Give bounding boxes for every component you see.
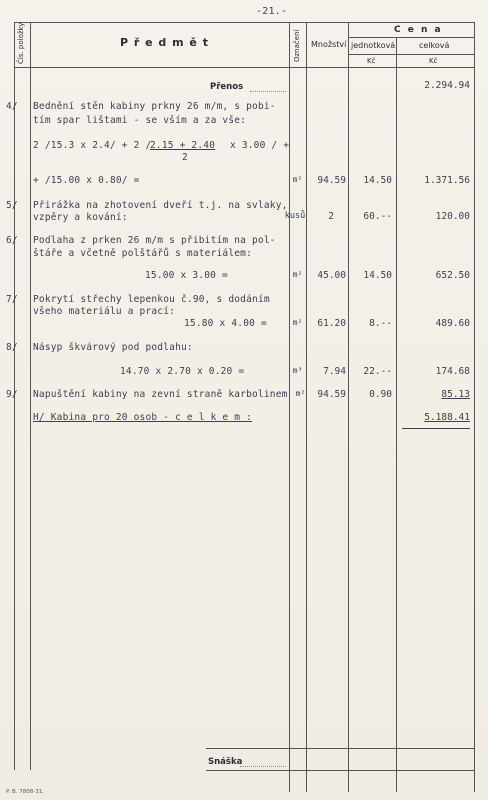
item-text-line: Napuštění kabiny na zevní straně karbolinem [33,389,288,400]
item-text-line: Přirážka na zhotovení dveří t.j. na svlaky, [33,200,288,211]
right-border [474,22,475,792]
item-text-line: vzpěry a kování: [33,212,128,223]
item-text-line: Podlaha z prken 26 m/m s přibitím na pol- [33,235,276,246]
item-text-line: Bednění stěn kabiny prkny 26 m/m, s pobi- [33,101,276,112]
footer-top-rule [206,748,474,749]
item-number: 9/ [6,389,18,400]
item-formula: 15.80 x 4.00 = [184,318,267,329]
item-number: 5/ [6,200,18,211]
item-formula: + /15.00 x 0.80/ = [33,175,140,186]
subject-column-rule [289,22,290,792]
header-unit-currency: Kč [367,57,376,65]
no-column-rule [30,22,31,770]
print-mark: P. B. 7808-31. [6,789,44,795]
header-total-currency: Kč [429,57,438,65]
item-unit: m² [295,389,306,398]
item-formula-numerator: 2.15 + 2.40 [150,140,216,151]
footer-carry-label: Snáška [208,757,243,767]
item-total: 1.371.56 [424,175,470,186]
header-item-number: Čís. položky [17,22,25,64]
price-header-rule [348,37,474,38]
page-number: -21.- [256,6,288,17]
footer-bottom-rule [206,770,474,771]
carry-over-label: Přenos [210,82,244,92]
item-unit-price: 22.-- [363,366,392,377]
item-unit-price: 14.50 [363,175,392,186]
item-formula: x 3.00 / + [230,140,290,151]
item-quantity: 94.59 [317,175,346,186]
item-formula: 15.00 x 3.00 = [145,270,228,281]
item-number: 7/ [6,294,18,305]
item-quantity: 94.59 [317,389,346,400]
header-subject: P ř e d m ě t [120,36,209,49]
item-text-line: tím spar lištami - se vším a za vše: [33,115,247,126]
item-unit-price: 60.-- [363,211,392,222]
item-unit: m² [292,175,303,184]
item-text-line: Pokrytí střechy lepenkou č.90, s dodáním [33,294,270,305]
carry-over-total: 2.294.94 [424,80,470,91]
item-total: 174.68 [435,366,470,377]
header-top-rule [14,22,474,23]
item-quantity: 45.00 [317,270,346,281]
item-unit: m² [292,270,303,279]
item-unit-price: 0.90 [369,389,392,400]
summary-total: 5.188.41 [424,412,470,423]
item-number: 6/ [6,235,18,246]
currency-header-rule [348,54,474,55]
item-quantity: 2 [328,211,334,222]
item-unit: m² [292,318,303,327]
item-text-line: všeho materiálu a prací: [33,306,176,317]
item-text-line: Násyp škvárový pod podlahu: [33,342,193,353]
item-formula: 14.70 x 2.70 x 0.20 = [120,366,245,377]
item-text-line: štáře a včetně polštářů s materiálem: [33,248,253,259]
item-total: 489.60 [435,318,470,329]
item-formula: 2 /15.3 x 2.4/ + 2 / [33,140,152,151]
item-total: 652.50 [435,270,470,281]
header-bottom-rule [14,67,474,68]
header-total-price: celková [419,41,450,50]
item-unit-price: 14.50 [363,270,392,281]
qty-column-rule [348,22,349,792]
item-total: 120.00 [435,211,470,222]
item-unit-price: 8.-- [369,318,392,329]
summary-label: H/ Kabina pro 20 osob - c e l k e m : [33,412,253,423]
header-unit-price: jednotková [351,41,396,50]
header-price: C e n a [394,25,443,35]
item-number: 8/ [6,342,18,353]
mark-column-rule [306,22,307,792]
item-number: 4/ [6,101,18,112]
header-quantity: Množství [311,40,347,49]
header-mark: Označení [293,29,301,62]
item-quantity: 7.94 [323,366,346,377]
item-unit: m³ [292,366,303,375]
summary-double-underline [402,428,470,429]
item-total: 85.13 [441,389,470,400]
item-unit: kusů [284,211,306,221]
item-formula-denominator: 2 [182,152,188,163]
item-quantity: 61.20 [317,318,346,329]
footer-carry-leader [240,766,286,767]
carry-over-leader [250,91,286,92]
